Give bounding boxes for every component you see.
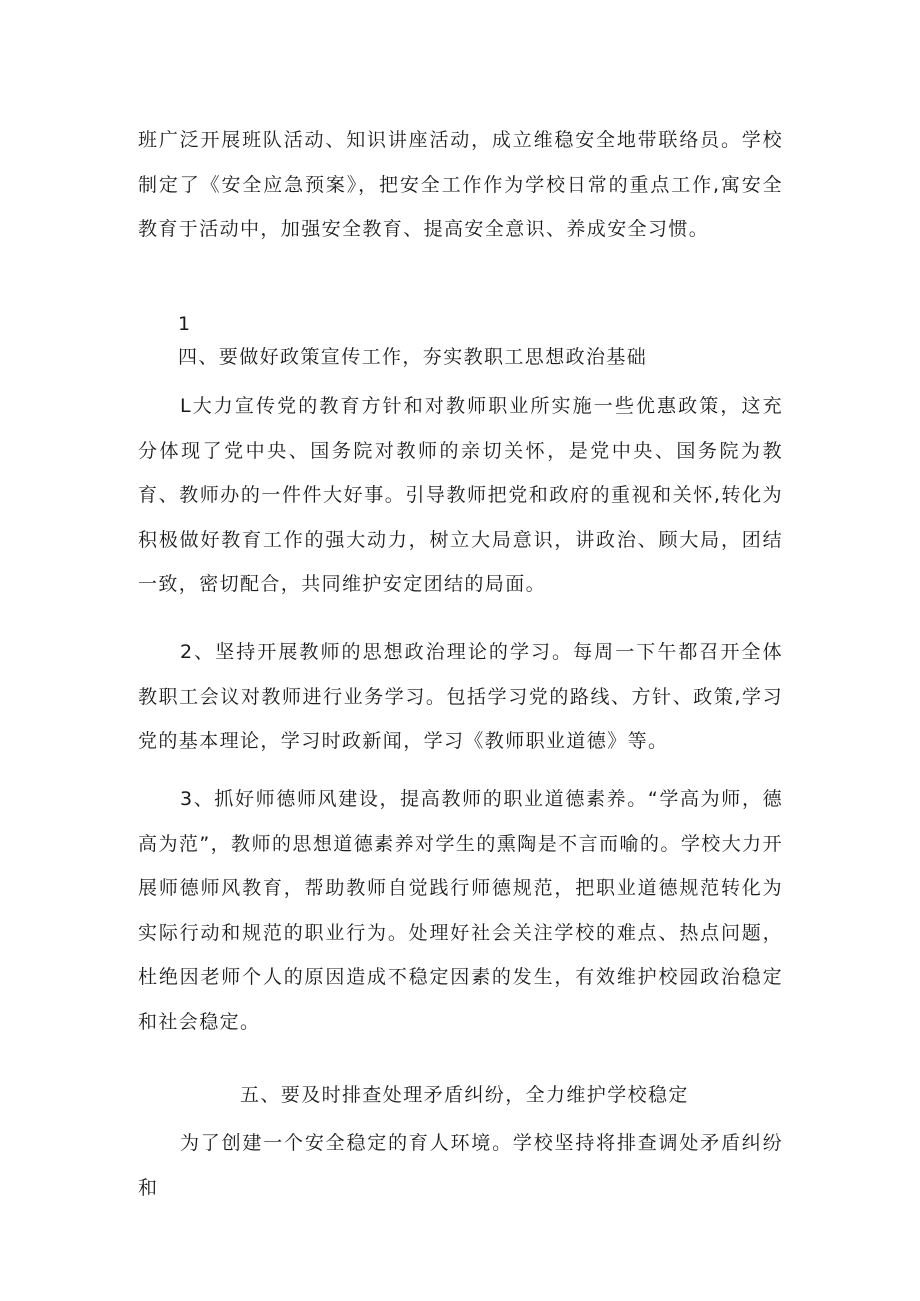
paragraph-political-study: 2、坚持开展教师的思想政治理论的学习。每周一下午都召开全体教职工会议对教师进行业务学习。包括学习党的路线、方针、政策,学习党的基本理论，学习时政新闻，学习《教师职业道德》等。	[138, 641, 783, 752]
section-heading-4: 四、要做好政策宣传工作，夯实教职工思想政治基础	[178, 346, 648, 368]
paragraph-policy-promotion: L大力宣传党的教育方针和对教师职业所实施一些优惠政策，这充分体现了党中央、国务院对教师的亲切关怀，是党中央、国务院为教育、教师办的一件件大好事。引导教师把党和政府的重视和关怀,转化为积极做好教育工作的强大动力，树立大局意识，讲政治、顾大局，团结一致，密切配合，共同维护安定团结的局面。	[138, 395, 783, 595]
paragraph-conflict-resolution: 为了创建一个安全稳定的育人环境。学校坚持将排查调处矛盾纠纷和	[138, 1132, 783, 1199]
section-heading-5: 五、要及时排查处理矛盾纠纷，全力维护学校稳定	[240, 1084, 689, 1106]
page-number: 1	[178, 313, 191, 335]
paragraph-safety-continuation: 班广泛开展班队活动、知识讲座活动，成立维稳安全地带联络员。学校制定了《安全应急预案》，把安全工作作为学校日常的重点工作,寓安全教育于活动中，加强安全教育、提高安全意识、养成安全习惯。	[138, 129, 783, 240]
paragraph-teacher-ethics: 3、抓好师德师风建设，提高教师的职业道德素养。“学高为师，德高为范”，教师的思想道德素养对学生的熏陶是不言而喻的。学校大力开展师德师风教育，帮助教师自觉践行师德规范，把职业道德规范转化为实际行动和规范的职业行为。处理好社会关注学校的难点、热点问题，杜绝因老师个人的原因造成不稳定因素的发生，有效维护校园政治稳定和社会稳定。	[138, 788, 783, 1033]
